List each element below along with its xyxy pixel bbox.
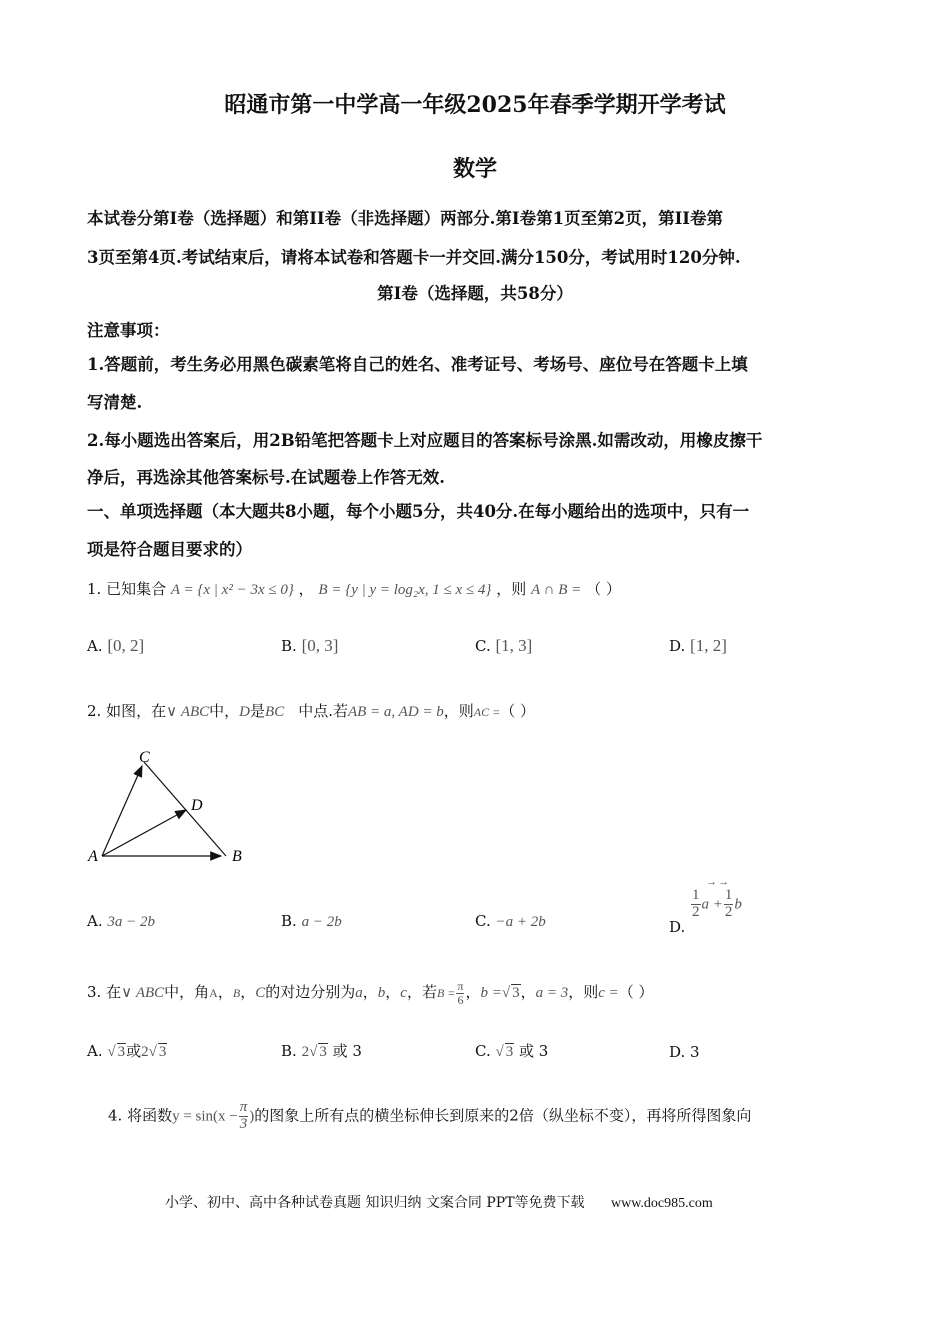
q2-point-d: D [239,704,251,720]
q3-angle-b: B [232,986,241,1001]
section1-line-1: 一、单项选择题（本大题共8小题，每个小题5分，共40分.在每小题给出的选项中，只有一 [87,502,750,521]
option-value: −a + 2b [495,914,546,930]
fraction: $\frac{1}{2}$ [724,887,733,920]
option-value: 3 [690,1043,700,1061]
option-or: 或 [126,1042,142,1060]
option-term: b [734,896,742,913]
option-value: 3a − 2b [107,914,156,930]
q4-text: 的图象上所有点的横坐标伸长到原来的2倍（纵坐标不变），再将所得图象向 [254,1106,752,1125]
q2-triangle: ∨ ABC [166,704,210,720]
option-sqrt: 3 [505,1044,514,1060]
option-sqrt: 3 [158,1044,167,1060]
option-coef: 2 [141,1044,149,1060]
option-label: D. [669,918,686,937]
q2-triangle-figure [80,740,260,870]
q2-option-c[interactable] [475,912,546,931]
q3-angle-c: C [255,985,266,1002]
q3-paren: （ ） [618,983,654,1002]
vector-arrows: →→ [706,876,730,888]
q3-option-b[interactable]: B. 2√ 3 或 3 [281,1042,362,1060]
intro-line-2: 3页至第4页.考试结束后，请将本试卷和答题卡一并交回.满分150分，考试用时120分钟. [87,248,741,267]
option-label: C. [475,912,491,930]
q1-paren: （ ） [586,580,621,598]
q2-option-d[interactable] [669,876,742,937]
q3-b-eq: B = [436,986,456,1001]
q3-angle-a: A [209,986,218,1001]
q3-comma: ， [217,983,233,1002]
vector-ac [102,766,142,856]
q3-comma: ， [465,983,481,1002]
q3-c-eq: c = [598,985,619,1002]
part1-heading: 第I卷（选择题，共58分） [377,284,573,303]
footer-site-link[interactable]: www.doc985.com [610,1196,713,1211]
option-value: a − 2b [301,914,342,930]
option-label: B. [281,1042,297,1060]
fraction: $\frac{1}{2}$ [692,887,700,920]
vector-ad [102,810,186,856]
q1-prefix: 1. 已知集合 [87,580,167,598]
q2-paren: （ ） [500,702,536,720]
question-4 [108,1100,751,1133]
option-tail: 或 3 [332,1042,362,1060]
option-value: [1, 3] [495,636,533,655]
option-term: a + [701,896,723,913]
q1-expr: A ∩ B = [531,582,582,598]
q2-text: 2. 如图，在 [87,702,167,720]
option-label: A. [87,637,103,655]
q4-pi-over-3: $\frac{\pi}{3}$ [239,1099,248,1132]
q1-mid: ，则 [496,580,527,598]
q2-condition: AB = a, AD = b [347,704,444,720]
option-sqrt: 3 [319,1044,327,1060]
q2-ac: AC = [473,705,501,719]
option-label: A. [87,1042,103,1060]
question-3: 3. 在∨ ABC中，角A，B，C的对边分别为a，b，c，若B = $\frac{\pi}{6}$ ，b =√ 3，a = 3，则c =（ ） [87,979,654,1007]
option-sqrt: 3 [117,1044,126,1060]
option-tail: 或 3 [519,1042,549,1060]
note-2-line-1: 2.每小题选出答案后，用2B铅笔把答题卡上对应题目的答案标号涂黑.如需改动，用橡皮擦干 [87,431,763,450]
q3-text: 的对边分别为 [265,983,356,1002]
note-1-line-1: 1.答题前，考生务必用黑色碳素笔将自己的姓名、准考证号、考场号、座位号在答题卡上填 [87,355,748,374]
q1-option-c[interactable] [475,636,532,656]
question-2 [87,700,535,721]
q4-function: y = sin(x − [172,1108,238,1125]
option-label: A. [87,912,103,930]
option-value: [0, 2] [107,636,145,655]
option-label: D. [669,1043,686,1061]
q3-a-eq: a = 3 [535,985,569,1002]
footer [165,1192,713,1212]
q1-option-a[interactable] [87,636,144,656]
q2-option-a[interactable] [87,912,155,931]
q2-text: 是 [250,702,266,720]
q2-text: ，则 [443,702,474,720]
exam-title: 昭通市第一中学高一年级2025年春季学期开学考试 [224,92,726,118]
intro-line-1: 本试卷分第I卷（选择题）和第II卷（非选择题）两部分.第I卷第1页至第2页，第II卷第 [87,209,724,228]
label-b: B [232,848,242,865]
q2-text: 中点.若 [298,702,348,720]
q3-comma: ， [385,983,401,1002]
q3-sqrt3: 3 [512,985,520,1002]
q3-pi-over-6: $\frac{\pi}{6}$ [457,979,464,1007]
question-1 [87,578,621,599]
q4-close-paren: ) [249,1108,255,1125]
q3-option-a[interactable]: A. √ 3或2√ 3 [87,1042,167,1060]
option-value: [0, 3] [301,636,339,655]
q3-text: ，若 [406,983,437,1002]
label-a: A [88,848,98,865]
notes-heading: 注意事项： [87,321,170,340]
q1-set-b: B = {y | y = log₂x, 1 ≤ x ≤ 4} [318,582,492,598]
q3-comma: ， [362,983,378,1002]
option-label: B. [281,637,297,655]
side-cb [144,762,226,856]
q2-option-b[interactable] [281,912,342,931]
q3-b-eq2: b = [480,985,502,1002]
q3-option-c[interactable]: C. √ 3 或 3 [475,1042,549,1060]
q2-text: 中， [209,702,240,720]
q3-comma: ， [520,983,536,1002]
option-coef: 2 [301,1044,310,1060]
label-c: C [139,749,150,766]
label-d: D [191,797,203,814]
q3-text: 中，角 [164,983,210,1002]
note-1-line-2: 写清楚. [87,393,143,412]
option-label: C. [475,1042,491,1060]
q3-triangle: ∨ ABC [121,985,165,1002]
q3-side-b: b [377,985,386,1002]
q3-side-c: c [400,985,407,1002]
q3-comma: ， [240,983,256,1002]
option-label: D. [669,637,686,655]
footer-text: 小学、初中、高中各种试卷真题 知识归纳 文案合同 PPT等免费下载 [165,1195,585,1211]
q1-option-b[interactable] [281,636,338,656]
q2-side-bc: BC [265,704,285,720]
q1-option-d[interactable] [669,636,727,656]
option-label: B. [281,912,297,930]
q3-text: ，则 [568,983,599,1002]
subject-title: 数学 [452,156,497,182]
option-label: C. [475,637,491,655]
section1-line-2: 项是符合题目要求的） [87,540,252,559]
option-value: [1, 2] [690,636,727,655]
q4-text: 4. 将函数 [108,1106,173,1125]
q1-sep: ， [298,580,314,598]
q3-side-a: a [355,985,363,1002]
q1-set-a: A = {x | x² − 3x ≤ 0} [170,582,294,598]
q3-text: 3. 在 [87,983,122,1002]
note-2-line-2: 净后，再选涂其他答案标号.在试题卷上作答无效. [87,468,445,487]
q3-option-d[interactable] [669,1043,700,1061]
